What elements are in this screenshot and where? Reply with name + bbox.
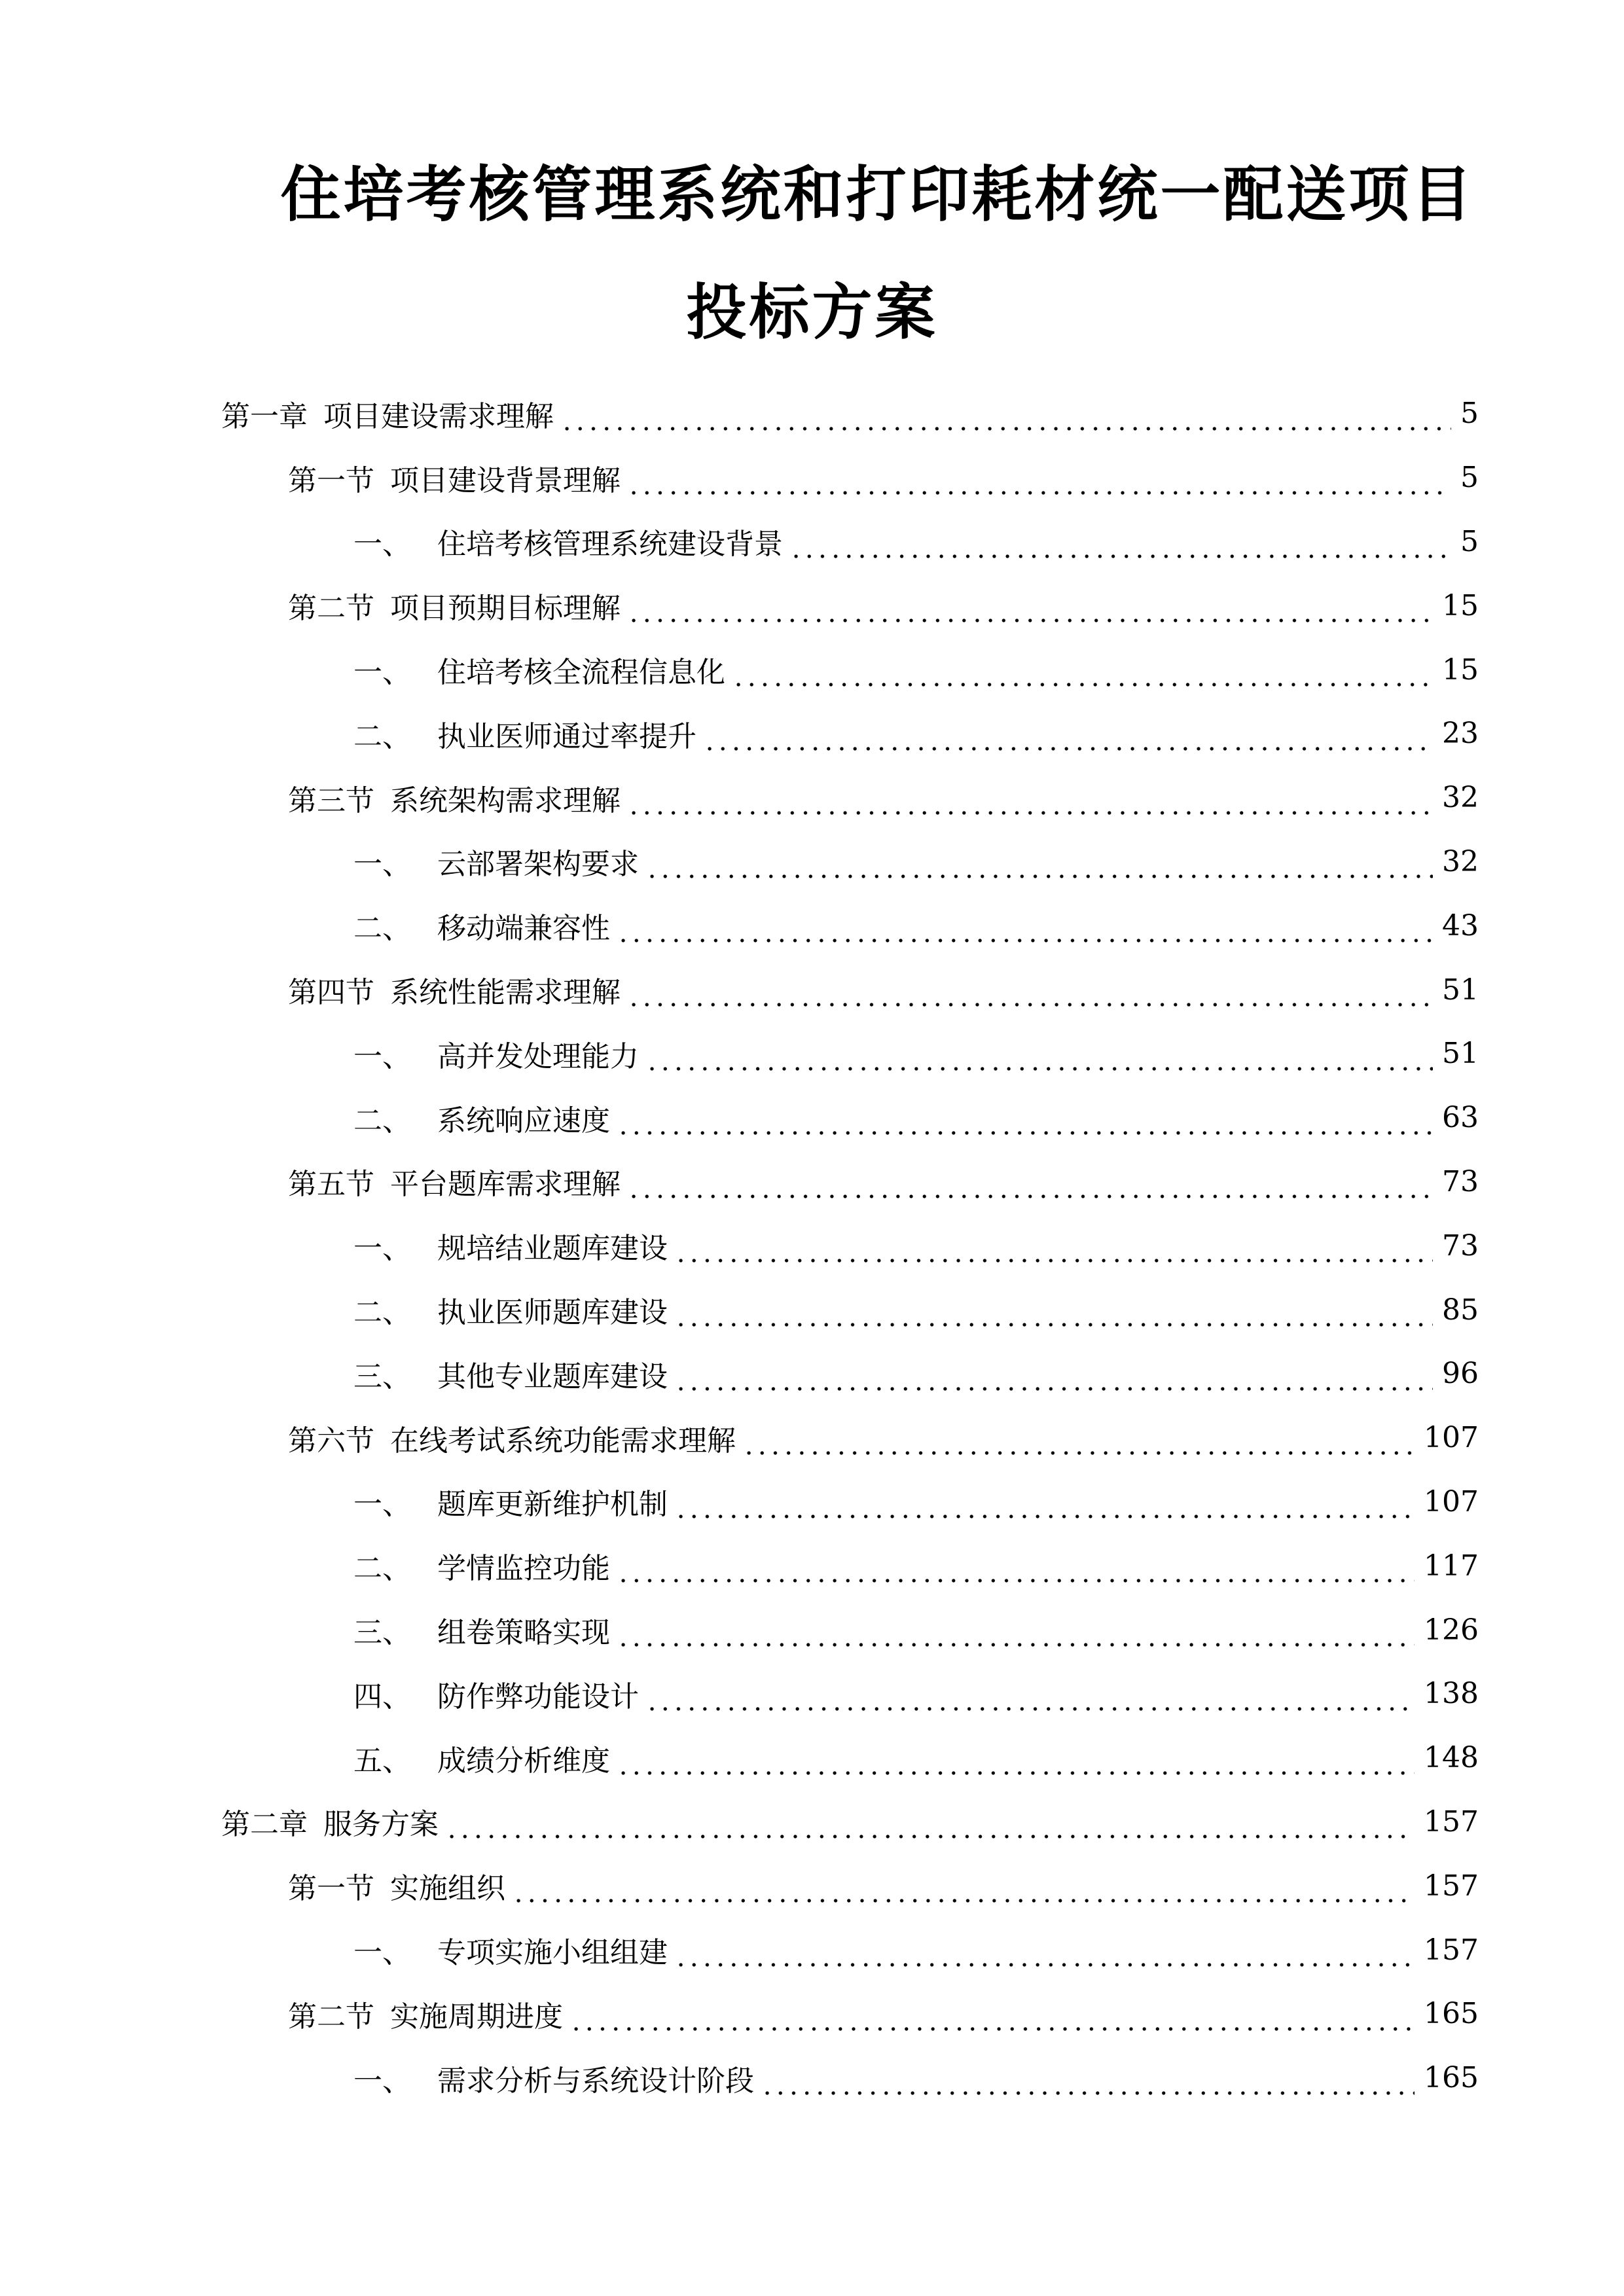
toc-entry-number: 第二节	[288, 592, 374, 626]
toc-page-number: 32	[1442, 781, 1479, 815]
toc-item-entry[interactable]	[0, 1022, 1624, 1086]
toc-entry-number: 二、	[353, 912, 411, 946]
dot-leader	[645, 1684, 1415, 1713]
dot-leader	[789, 531, 1451, 560]
toc-entry-title: 需求分析与系统设计阶段	[437, 2064, 754, 2098]
toc-page-number: 157	[1424, 1869, 1479, 1903]
dot-leader	[627, 1172, 1433, 1200]
dot-leader	[617, 1748, 1415, 1777]
toc-item-entry[interactable]	[0, 1278, 1624, 1342]
toc-item-entry[interactable]	[0, 1598, 1624, 1662]
toc-entry-title: 在线考试系统功能需求理解	[390, 1424, 736, 1458]
toc-entry-title: 平台题库需求理解	[390, 1168, 621, 1202]
toc-page-number: 32	[1442, 844, 1479, 878]
toc-entry-number: 一、	[353, 528, 411, 562]
toc-entry-title: 项目建设需求理解	[323, 399, 554, 433]
toc-page-number: 85	[1442, 1293, 1479, 1327]
toc-entry-title: 住培考核管理系统建设背景	[437, 528, 783, 562]
toc-page-number: 73	[1442, 1229, 1479, 1263]
toc-item-entry[interactable]	[0, 2046, 1624, 2110]
toc-entry-number: 二、	[353, 719, 411, 753]
toc-section-entry[interactable]	[0, 1982, 1624, 2046]
toc-entry-title: 组卷策略实现	[437, 1616, 610, 1650]
toc-entry-number: 第五节	[288, 1168, 374, 1202]
toc-entry-title: 防作弊功能设计	[437, 1679, 639, 1713]
toc-entry-number: 一、	[353, 1232, 411, 1266]
toc-item-entry[interactable]	[0, 1470, 1624, 1534]
document-title-line-1: 住培考核管理系统和打印耗材统一配送项目	[280, 160, 1475, 230]
toc-item-entry[interactable]	[0, 1342, 1624, 1406]
toc-entry-title: 系统响应速度	[437, 1103, 610, 1138]
toc-page-number: 5	[1460, 524, 1479, 558]
toc-entry-title: 移动端兼容性	[437, 912, 610, 946]
toc-entry-title: 题库更新维护机制	[437, 1488, 668, 1522]
dot-leader	[645, 852, 1433, 880]
dot-leader	[732, 660, 1433, 689]
toc-item-entry[interactable]	[0, 637, 1624, 702]
dot-leader	[761, 2068, 1415, 2097]
table-of-contents	[0, 382, 1624, 2110]
toc-page-number: 107	[1424, 1484, 1479, 1518]
toc-page-number: 138	[1424, 1677, 1479, 1711]
dot-leader	[627, 596, 1433, 624]
toc-page-number: 96	[1442, 1357, 1479, 1391]
toc-page-number: 117	[1424, 1549, 1479, 1583]
toc-entry-title: 系统架构需求理解	[390, 783, 621, 817]
dot-leader	[674, 1300, 1433, 1329]
toc-entry-title: 执业医师通过率提升	[437, 719, 696, 753]
toc-entry-number: 第六节	[288, 1424, 374, 1458]
toc-entry-number: 第二章	[221, 1808, 308, 1842]
toc-chapter-entry[interactable]	[0, 1790, 1624, 1854]
toc-page-number: 5	[1460, 461, 1479, 495]
toc-entry-title: 云部署架构要求	[437, 848, 639, 882]
toc-entry-number: 第一章	[221, 399, 308, 433]
toc-page-number: 43	[1442, 908, 1479, 942]
toc-entry-title: 实施组织	[390, 1872, 505, 1906]
toc-entry-number: 二、	[353, 1103, 411, 1138]
toc-page-number: 107	[1424, 1421, 1479, 1455]
toc-entry-number: 一、	[353, 2064, 411, 2098]
toc-entry-number: 三、	[353, 1616, 411, 1650]
toc-entry-number: 五、	[353, 1744, 411, 1778]
dot-leader	[674, 1492, 1415, 1520]
toc-entry-number: 三、	[353, 1359, 411, 1393]
dot-leader	[569, 2004, 1415, 2033]
toc-item-entry[interactable]	[0, 1662, 1624, 1726]
toc-page-number: 73	[1442, 1164, 1479, 1198]
toc-section-entry[interactable]	[0, 958, 1624, 1022]
toc-item-entry[interactable]	[0, 1086, 1624, 1150]
toc-chapter-entry[interactable]	[0, 382, 1624, 446]
toc-page-number: 23	[1442, 717, 1479, 751]
toc-item-entry[interactable]	[0, 510, 1624, 574]
toc-section-entry[interactable]	[0, 1854, 1624, 1918]
toc-entry-number: 二、	[353, 1552, 411, 1586]
toc-item-entry[interactable]	[0, 1213, 1624, 1278]
dot-leader	[674, 1236, 1433, 1265]
dot-leader	[627, 788, 1433, 817]
toc-section-entry[interactable]	[0, 1150, 1624, 1214]
toc-item-entry[interactable]	[0, 1534, 1624, 1598]
toc-entry-title: 实施周期进度	[390, 2000, 563, 2034]
toc-page-number: 15	[1442, 588, 1479, 622]
toc-entry-title: 执业医师题库建设	[437, 1296, 668, 1330]
dot-leader	[674, 1940, 1415, 1969]
toc-item-entry[interactable]	[0, 1726, 1624, 1790]
dot-leader	[703, 724, 1433, 753]
dot-leader	[742, 1428, 1415, 1457]
toc-page-number: 157	[1424, 1804, 1479, 1839]
toc-entry-title: 项目建设背景理解	[390, 463, 621, 497]
toc-page-number: 148	[1424, 1741, 1479, 1775]
toc-entry-number: 一、	[353, 1039, 411, 1073]
toc-item-entry[interactable]	[0, 1918, 1624, 1982]
toc-entry-number: 第三节	[288, 783, 374, 817]
toc-page-number: 157	[1424, 1933, 1479, 1967]
toc-entry-number: 第四节	[288, 976, 374, 1010]
toc-entry-title: 住培考核全流程信息化	[437, 656, 725, 690]
dot-leader	[627, 468, 1451, 497]
toc-section-entry[interactable]	[0, 1406, 1624, 1470]
toc-entry-title: 其他专业题库建设	[437, 1359, 668, 1393]
toc-entry-number: 一、	[353, 656, 411, 690]
toc-page-number: 63	[1442, 1101, 1479, 1135]
toc-section-entry[interactable]	[0, 446, 1624, 510]
dot-leader	[617, 1620, 1415, 1649]
toc-page-number: 165	[1424, 1997, 1479, 2031]
toc-item-entry[interactable]	[0, 893, 1624, 958]
dot-leader	[617, 916, 1433, 944]
toc-entry-title: 系统性能需求理解	[390, 976, 621, 1010]
toc-section-entry[interactable]	[0, 766, 1624, 830]
dot-leader	[617, 1556, 1415, 1585]
toc-entry-title: 服务方案	[323, 1808, 439, 1842]
document-title-line-2: 投标方案	[686, 278, 938, 348]
toc-section-entry[interactable]	[0, 573, 1624, 637]
toc-page-number: 126	[1424, 1613, 1479, 1647]
dot-leader	[645, 1044, 1433, 1073]
dot-leader	[617, 1108, 1433, 1137]
toc-entry-number: 四、	[353, 1679, 411, 1713]
dot-leader	[512, 1876, 1415, 1905]
toc-page-number: 5	[1460, 397, 1479, 431]
toc-entry-number: 一、	[353, 1488, 411, 1522]
toc-entry-number: 第一节	[288, 463, 374, 497]
toc-entry-number: 第二节	[288, 2000, 374, 2034]
toc-entry-title: 高并发处理能力	[437, 1039, 639, 1073]
toc-entry-title: 专项实施小组组建	[437, 1936, 668, 1970]
toc-page-number: 15	[1442, 653, 1479, 687]
toc-entry-title: 项目预期目标理解	[390, 592, 621, 626]
toc-item-entry[interactable]	[0, 702, 1624, 766]
dot-leader	[445, 1812, 1415, 1840]
toc-entry-number: 一、	[353, 1936, 411, 1970]
toc-item-entry[interactable]	[0, 830, 1624, 894]
dot-leader	[674, 1364, 1433, 1393]
dot-leader	[560, 404, 1451, 433]
toc-page-number: 51	[1442, 973, 1479, 1007]
toc-entry-title: 规培结业题库建设	[437, 1232, 668, 1266]
toc-entry-number: 二、	[353, 1296, 411, 1330]
toc-page-number: 51	[1442, 1037, 1479, 1071]
toc-entry-number: 一、	[353, 848, 411, 882]
dot-leader	[627, 980, 1433, 1009]
toc-entry-number: 第一节	[288, 1872, 374, 1906]
toc-entry-title: 学情监控功能	[437, 1552, 610, 1586]
toc-entry-title: 成绩分析维度	[437, 1744, 610, 1778]
toc-page-number: 165	[1424, 2061, 1479, 2095]
